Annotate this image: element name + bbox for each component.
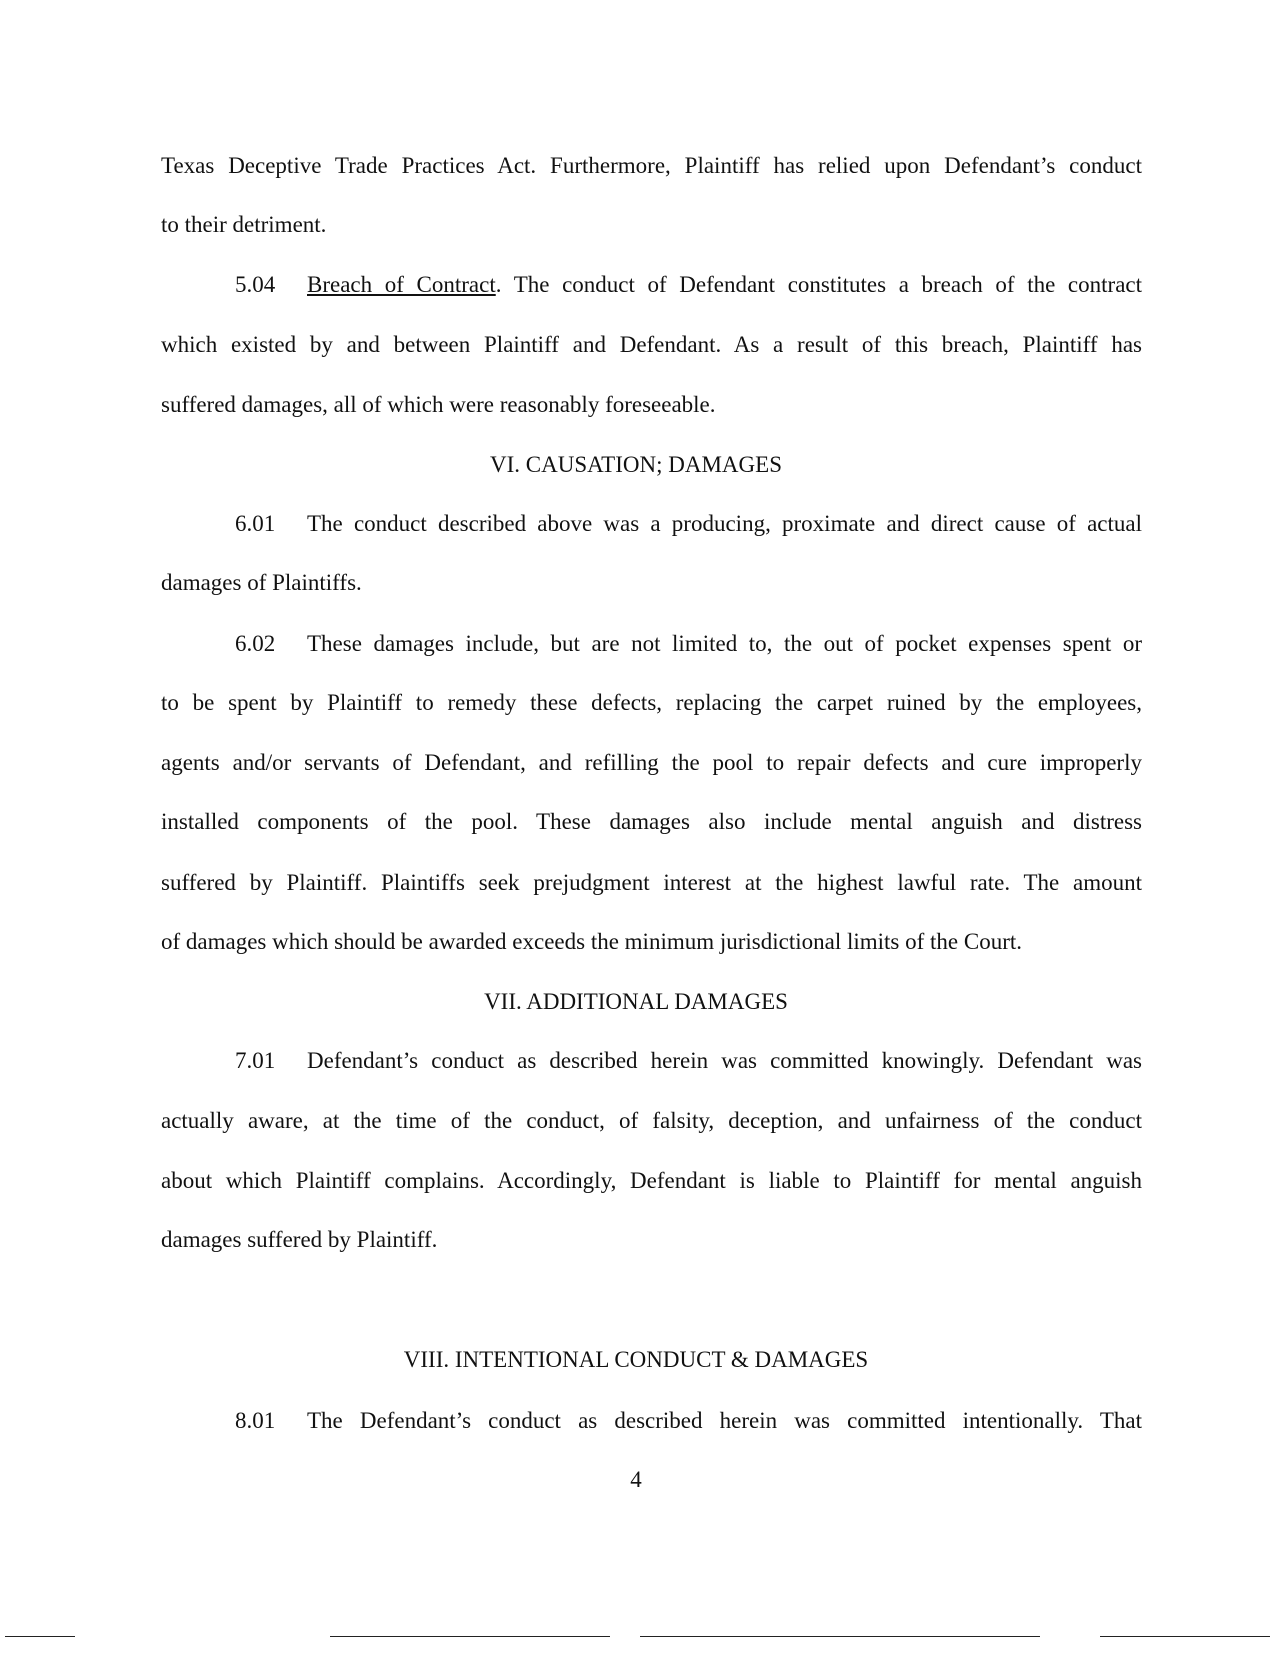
text-line: damages of Plaintiffs.	[161, 570, 362, 595]
heading-causation: VI. CAUSATION; DAMAGES	[490, 452, 782, 477]
text: The conduct described above was a producing, proximate and direct cause of actual	[307, 511, 1142, 536]
paragraph-5-04	[235, 271, 1142, 299]
scan-artifact-line	[5, 1636, 75, 1637]
heading-additional-damages: VII. ADDITIONAL DAMAGES	[484, 989, 788, 1014]
paragraph-6-02	[235, 630, 1142, 658]
text-line: actually aware, at the time of the conduct, of falsity, deception, and unfairness of the conduct	[161, 1108, 1142, 1133]
scan-artifact-line	[330, 1636, 610, 1637]
text: Defendant’s conduct as described herein was committed knowingly. Defendant was	[307, 1048, 1142, 1073]
text: These damages include, but are not limited to, the out of pocket expenses spent or	[307, 631, 1142, 656]
page-number: 4	[630, 1467, 642, 1492]
section-title: Breach of Contract	[307, 272, 496, 297]
text-line: suffered damages, all of which were reasonably foreseeable.	[161, 392, 716, 417]
text-line: about which Plaintiff complains. Accordingly, Defendant is liable to Plaintiff for mental anguish	[161, 1168, 1142, 1193]
text-line: to be spent by Plaintiff to remedy these defects, replacing the carpet ruined by the employees,	[161, 690, 1142, 715]
heading-intentional-conduct: VIII. INTENTIONAL CONDUCT & DAMAGES	[403, 1347, 869, 1372]
text-line: of damages which should be awarded exceeds the minimum jurisdictional limits of the Court.	[161, 929, 1023, 954]
text-line: which existed by and between Plaintiff and Defendant. As a result of this breach, Plaintiff has	[161, 332, 1142, 357]
text: The Defendant’s conduct as described herein was committed intentionally. That	[307, 1408, 1142, 1433]
section-number: 5.04	[235, 272, 276, 297]
text: . The conduct of Defendant constitutes a breach of the contract	[495, 272, 1142, 297]
paragraph-7-01	[235, 1047, 1142, 1075]
paragraph-6-01	[235, 510, 1142, 538]
text-line: damages suffered by Plaintiff.	[161, 1227, 438, 1252]
section-number: 8.01	[235, 1408, 276, 1433]
scan-artifact-line	[1100, 1636, 1270, 1637]
text-line: suffered by Plaintiff. Plaintiffs seek prejudgment interest at the highest lawful rate. The amount	[161, 870, 1142, 895]
scan-artifact-line	[640, 1636, 1040, 1637]
text-line: to their detriment.	[161, 212, 327, 237]
section-number: 6.02	[235, 631, 276, 656]
text-line: installed components of the pool. These damages also include mental anguish and distress	[161, 809, 1142, 834]
text-line: agents and/or servants of Defendant, and refilling the pool to repair defects and cure improperly	[161, 750, 1142, 775]
paragraph-8-01	[235, 1407, 1142, 1435]
section-number: 7.01	[235, 1048, 276, 1073]
section-number: 6.01	[235, 511, 276, 536]
text-line: Texas Deceptive Trade Practices Act. Furthermore, Plaintiff has relied upon Defendant’s conduct	[161, 153, 1142, 178]
